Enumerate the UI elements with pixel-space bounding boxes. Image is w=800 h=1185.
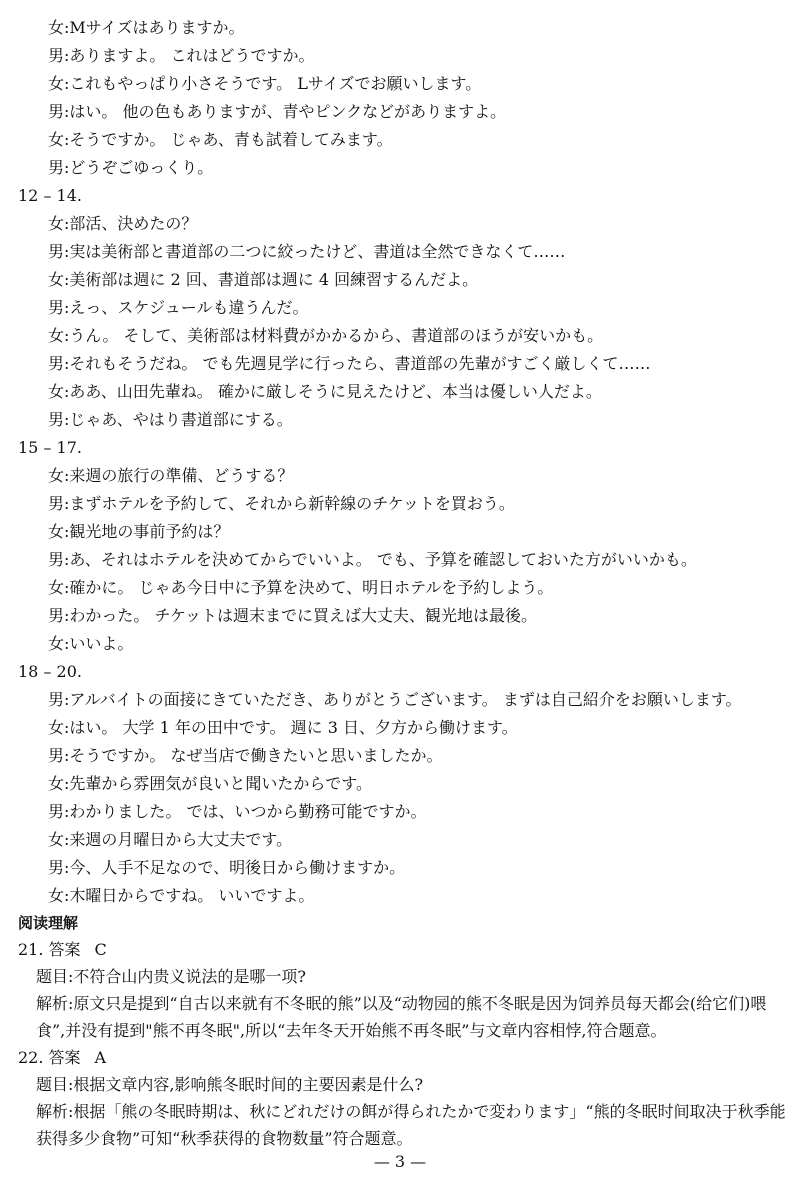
separator: : (64, 550, 70, 569)
speaker: 男 (48, 242, 65, 261)
separator: : (64, 774, 70, 793)
utterance: あ、それはホテルを決めてからでいいよ。 でも、予算を確認しておいた方がいいかも。 (69, 550, 697, 569)
utterance: 確かに。 じゃあ今日中に予算を決めて、明日ホテルを予約しよう。 (69, 578, 554, 597)
speaker: 男 (48, 158, 65, 177)
dialogue-line (48, 382, 602, 402)
dialogue-line (48, 270, 478, 290)
question-22-analysis-line-2: 获得多少食物”可知“秋季获得的食物数量”符合题意。 (36, 1129, 413, 1148)
utterance: 来週の月曜日から大丈夫です。 (69, 830, 293, 849)
speaker: 女 (48, 270, 65, 289)
speaker: 女 (48, 774, 65, 793)
dialogue-line (48, 130, 393, 150)
dialogue-line (48, 354, 651, 374)
separator: : (64, 214, 70, 233)
separator: : (64, 102, 70, 121)
question-21-answer (18, 940, 107, 960)
page-number: — 3 — (373, 1152, 427, 1171)
dialogue-line (48, 18, 245, 38)
answer-letter: C (94, 940, 107, 959)
utterance: はい。 大学 1 年の田中です。 週に 3 日、夕方から働けます。 (69, 718, 518, 737)
question-22-answer (18, 1048, 106, 1068)
utterance: 実は美術部と書道部の二つに絞ったけど、書道は全然できなくて…… (69, 242, 566, 261)
separator: : (64, 606, 70, 625)
speaker: 女 (48, 214, 65, 233)
dialogue-line (48, 522, 229, 542)
utterance: 観光地の事前予約は？ (69, 522, 230, 541)
speaker: 男 (48, 298, 65, 317)
separator: : (64, 158, 70, 177)
question-22-prompt: 题目:根据文章内容,影响熊冬眠时间的主要因素是什么? (36, 1075, 424, 1094)
speaker: 女 (48, 326, 65, 345)
utterance: Mサイズはありますか。 (69, 18, 245, 37)
speaker: 女 (48, 382, 65, 401)
utterance: 来週の旅行の準備、どうする？ (69, 466, 294, 485)
speaker: 女 (48, 578, 65, 597)
utterance: わかった。 チケットは週末までに買えば大丈夫、観光地は最後。 (69, 606, 538, 625)
dialogue-line (48, 886, 314, 906)
dialogue-line (48, 74, 481, 94)
separator: : (64, 46, 70, 65)
separator: : (64, 410, 70, 429)
separator: : (64, 270, 70, 289)
dialogue-line (48, 690, 742, 710)
section-label-12-14: 12 – 14. (18, 186, 82, 205)
utterance: そうですか。 じゃあ、青も試着してみます。 (69, 130, 393, 149)
separator: : (64, 886, 70, 905)
separator: : (64, 130, 70, 149)
speaker: 男 (48, 858, 65, 877)
utterance: これもやっぱり小さそうです。 Lサイズでお願いします。 (69, 74, 482, 93)
speaker: 女 (48, 466, 65, 485)
section-heading-reading: 阅读理解 (18, 914, 79, 932)
separator: : (64, 242, 70, 261)
separator: : (64, 326, 70, 345)
answer-letter: A (94, 1048, 107, 1067)
dialogue-line (48, 102, 506, 122)
speaker: 男 (48, 690, 65, 709)
separator: : (64, 494, 70, 513)
utterance: 木曜日からですね。 いいですよ。 (69, 886, 315, 905)
question-22-analysis-line-1: 解析:根据「熊の冬眠時期は、秋にどれだけの餌が得られたかで変わります」“熊的冬眠时间取决于秋季能 (36, 1102, 786, 1121)
dialogue-line (48, 158, 213, 178)
separator: : (64, 718, 70, 737)
utterance: 部活、決めたの？ (69, 214, 198, 233)
speaker: 男 (48, 46, 65, 65)
utterance: 今、人手不足なので、明後日から働けますか。 (69, 858, 406, 877)
utterance: ああ、山田先輩ね。 確かに厳しそうに見えたけど、本当は優しい人だよ。 (69, 382, 602, 401)
utterance: アルバイトの面接にきていただき、ありがとうございます。 まずは自己紹介をお願いします。 (69, 690, 742, 709)
dialogue-line (48, 578, 553, 598)
dialogue-line (48, 326, 603, 346)
separator: : (64, 354, 70, 373)
speaker: 女 (48, 634, 65, 653)
separator: : (64, 382, 70, 401)
utterance: うん。 そして、美術部は材料費がかかるから、書道部のほうが安いかも。 (69, 326, 604, 345)
dialogue-line (48, 494, 515, 514)
separator: : (64, 858, 70, 877)
dialogue-line (48, 802, 427, 822)
dialogue-line (48, 550, 697, 570)
speaker: 女 (48, 886, 65, 905)
utterance: はい。 他の色もありますが、青やピンクなどがありますよ。 (69, 102, 507, 121)
utterance: そうですか。 なぜ当店で働きたいと思いましたか。 (69, 746, 443, 765)
dialogue-line (48, 46, 315, 66)
question-number: 21. 答案 (18, 940, 81, 959)
separator: : (64, 746, 70, 765)
dialogue-line (48, 634, 133, 654)
utterance: じゃあ、やはり書道部にする。 (69, 410, 293, 429)
dialogue-line (48, 298, 308, 318)
dialogue-line (48, 214, 197, 234)
speaker: 男 (48, 494, 65, 513)
utterance: 美術部は週に 2 回、書道部は週に 4 回練習するんだよ。 (69, 270, 479, 289)
separator: : (64, 578, 70, 597)
utterance: まずホテルを予約して、それから新幹線のチケットを買おう。 (69, 494, 515, 513)
speaker: 男 (48, 606, 65, 625)
speaker: 男 (48, 746, 65, 765)
separator: : (64, 830, 70, 849)
dialogue-line (48, 858, 405, 878)
separator: : (64, 522, 70, 541)
speaker: 男 (48, 410, 65, 429)
separator: : (64, 802, 70, 821)
speaker: 男 (48, 802, 65, 821)
separator: : (64, 18, 70, 37)
dialogue-line (48, 242, 565, 262)
speaker: 女 (48, 130, 65, 149)
speaker: 女 (48, 522, 65, 541)
separator: : (64, 634, 70, 653)
separator: : (64, 690, 70, 709)
dialogue-line (48, 774, 372, 794)
dialogue-line (48, 606, 537, 626)
utterance: ありますよ。 これはどうですか。 (69, 46, 315, 65)
speaker: 男 (48, 550, 65, 569)
dialogue-line (48, 746, 443, 766)
dialogue-line (48, 830, 292, 850)
utterance: どうぞごゆっくり。 (69, 158, 214, 177)
utterance: えっ、スケジュールも違うんだ。 (69, 298, 309, 317)
speaker: 女 (48, 718, 65, 737)
question-21-analysis-line-2: 食”,并没有提到"熊不再冬眠",所以“去年冬天开始熊不再冬眠”与文章内容相悖,符合题意。 (36, 1021, 667, 1040)
speaker: 女 (48, 74, 65, 93)
utterance: わかりました。 では、いつから勤務可能ですか。 (69, 802, 427, 821)
speaker: 男 (48, 102, 65, 121)
question-21-prompt: 题目:不符合山内贵义说法的是哪一项? (36, 967, 306, 986)
speaker: 女 (48, 18, 65, 37)
dialogue-line (48, 410, 293, 430)
question-21-analysis-line-1: 解析:原文只是提到“自古以来就有不冬眠的熊”以及“动物园的熊不冬眠是因为饲养员每天都会(给它们)喂 (36, 994, 767, 1013)
utterance: それもそうだね。 でも先週見学に行ったら、書道部の先輩がすごく厳しくて…… (69, 354, 651, 373)
separator: : (64, 466, 70, 485)
dialogue-line (48, 466, 293, 486)
question-number: 22. 答案 (18, 1048, 81, 1067)
utterance: いいよ。 (69, 634, 134, 653)
separator: : (64, 74, 70, 93)
separator: : (64, 298, 70, 317)
section-label-15-17: 15 – 17. (18, 438, 82, 457)
dialogue-line (48, 718, 518, 738)
section-label-18-20: 18 – 20. (18, 662, 82, 681)
utterance: 先輩から雰囲気が良いと聞いたからです。 (69, 774, 372, 793)
speaker: 女 (48, 830, 65, 849)
speaker: 男 (48, 354, 65, 373)
